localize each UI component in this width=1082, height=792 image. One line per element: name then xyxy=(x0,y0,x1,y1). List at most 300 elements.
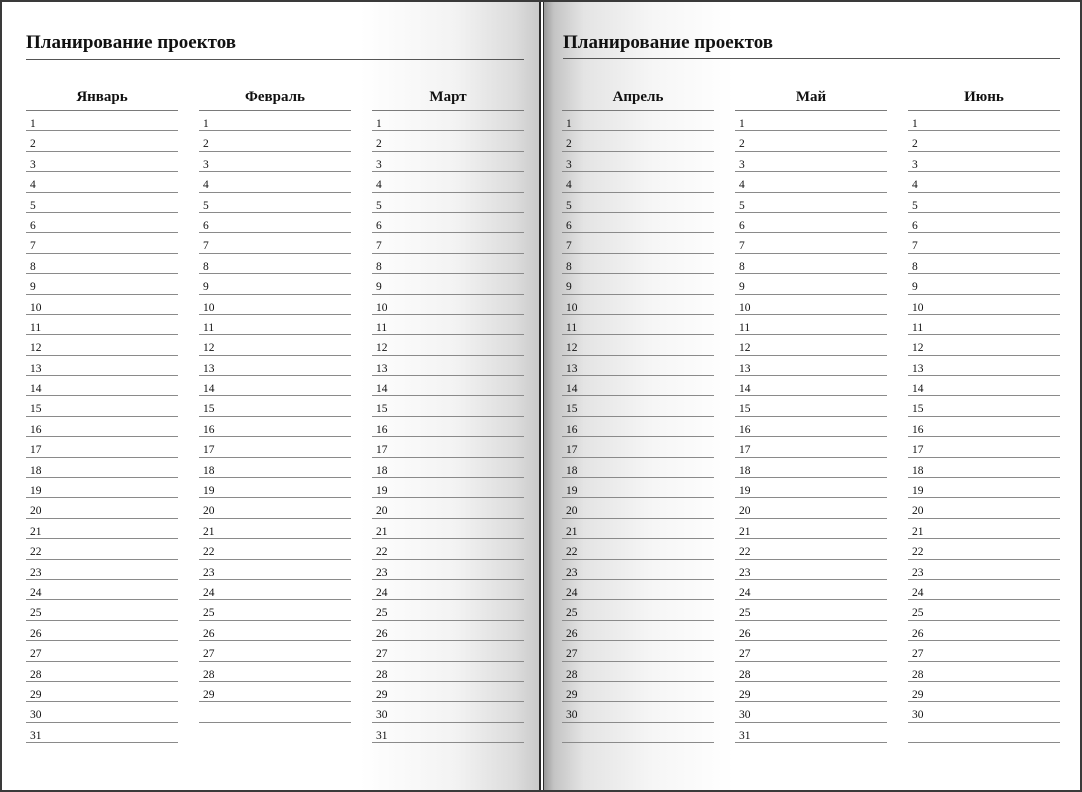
empty-day-row xyxy=(199,702,351,722)
day-row xyxy=(735,131,887,151)
day-number: 26 xyxy=(739,627,751,640)
day-row xyxy=(372,152,524,172)
day-row xyxy=(908,233,1060,253)
day-row xyxy=(562,417,714,437)
day-row xyxy=(908,580,1060,600)
day-row xyxy=(562,539,714,559)
day-row xyxy=(26,172,178,192)
day-number: 25 xyxy=(566,607,578,620)
day-number: 7 xyxy=(566,240,572,253)
day-number: 17 xyxy=(203,444,215,457)
day-number: 4 xyxy=(376,179,382,192)
day-row xyxy=(908,396,1060,416)
day-row xyxy=(26,539,178,559)
day-row xyxy=(199,213,351,233)
day-number: 17 xyxy=(30,444,42,457)
day-number: 21 xyxy=(376,525,388,538)
day-row xyxy=(735,723,887,743)
day-row xyxy=(372,233,524,253)
day-number: 10 xyxy=(203,301,215,314)
day-row xyxy=(199,458,351,478)
month-name: Июнь xyxy=(964,89,1004,105)
day-number: 11 xyxy=(203,321,215,334)
day-row xyxy=(26,396,178,416)
month-column xyxy=(735,84,887,743)
day-number: 30 xyxy=(566,709,578,722)
day-number: 23 xyxy=(376,566,388,579)
day-row xyxy=(735,478,887,498)
day-row xyxy=(372,437,524,457)
day-row xyxy=(735,295,887,315)
day-row xyxy=(562,682,714,702)
day-row xyxy=(199,539,351,559)
day-number: 18 xyxy=(376,464,388,477)
day-row xyxy=(562,662,714,682)
day-number: 7 xyxy=(912,240,918,253)
day-number: 14 xyxy=(376,383,388,396)
day-row xyxy=(372,111,524,131)
day-number: 2 xyxy=(376,138,382,151)
day-number: 4 xyxy=(30,179,36,192)
day-row xyxy=(26,600,178,620)
day-row xyxy=(735,335,887,355)
day-number: 2 xyxy=(30,138,36,151)
day-row xyxy=(26,315,178,335)
day-number: 23 xyxy=(203,566,215,579)
day-row xyxy=(908,111,1060,131)
day-number: 19 xyxy=(376,485,388,498)
empty-day-row xyxy=(562,723,714,743)
day-row xyxy=(199,417,351,437)
day-number: 27 xyxy=(30,648,42,661)
title-rule xyxy=(26,59,524,60)
day-number: 15 xyxy=(203,403,215,416)
day-row xyxy=(26,274,178,294)
day-row xyxy=(735,396,887,416)
day-number: 7 xyxy=(30,240,36,253)
day-number: 24 xyxy=(739,586,751,599)
day-number: 29 xyxy=(203,688,215,701)
day-number: 23 xyxy=(739,566,751,579)
day-row xyxy=(562,315,714,335)
day-number: 6 xyxy=(376,219,382,232)
day-row xyxy=(26,662,178,682)
day-row xyxy=(562,254,714,274)
day-row xyxy=(199,315,351,335)
day-number: 11 xyxy=(912,321,924,334)
day-number: 13 xyxy=(376,362,388,375)
day-row xyxy=(372,621,524,641)
day-number: 25 xyxy=(912,607,924,620)
day-row xyxy=(908,702,1060,722)
month-name: Январь xyxy=(76,89,128,105)
day-number: 5 xyxy=(30,199,36,212)
day-row xyxy=(908,519,1060,539)
day-row xyxy=(26,152,178,172)
day-row xyxy=(26,131,178,151)
day-row xyxy=(26,295,178,315)
day-number: 20 xyxy=(30,505,42,518)
day-number: 1 xyxy=(376,118,382,130)
day-row xyxy=(562,172,714,192)
day-row xyxy=(735,519,887,539)
day-number: 12 xyxy=(203,342,215,355)
day-row xyxy=(26,723,178,743)
day-number: 10 xyxy=(912,301,924,314)
day-number: 5 xyxy=(376,199,382,212)
day-row xyxy=(26,376,178,396)
day-row xyxy=(562,621,714,641)
day-row xyxy=(735,254,887,274)
day-number: 15 xyxy=(912,403,924,416)
day-number: 22 xyxy=(739,546,751,559)
day-row xyxy=(908,682,1060,702)
day-number: 19 xyxy=(30,485,42,498)
day-row xyxy=(562,702,714,722)
day-number: 12 xyxy=(30,342,42,355)
day-row xyxy=(26,682,178,702)
day-number: 17 xyxy=(912,444,924,457)
day-row xyxy=(735,458,887,478)
day-number: 27 xyxy=(203,648,215,661)
day-number: 13 xyxy=(566,362,578,375)
day-number: 30 xyxy=(30,709,42,722)
day-number: 14 xyxy=(203,383,215,396)
day-row xyxy=(199,580,351,600)
day-number: 27 xyxy=(739,648,751,661)
day-row xyxy=(26,580,178,600)
day-row xyxy=(908,641,1060,661)
day-row xyxy=(562,600,714,620)
day-number: 16 xyxy=(566,423,578,436)
day-row xyxy=(562,131,714,151)
day-row xyxy=(562,274,714,294)
day-number: 13 xyxy=(739,362,751,375)
day-row xyxy=(735,498,887,518)
day-number: 8 xyxy=(203,260,209,273)
day-number: 4 xyxy=(912,179,918,192)
day-row xyxy=(372,274,524,294)
day-row xyxy=(199,560,351,580)
day-row xyxy=(562,376,714,396)
day-row xyxy=(26,254,178,274)
day-row xyxy=(372,682,524,702)
day-row xyxy=(372,213,524,233)
day-row xyxy=(372,335,524,355)
day-number: 30 xyxy=(739,709,751,722)
day-row xyxy=(735,417,887,437)
day-number: 29 xyxy=(30,688,42,701)
day-number: 23 xyxy=(566,566,578,579)
day-number: 1 xyxy=(203,118,209,130)
day-row xyxy=(908,356,1060,376)
day-number: 29 xyxy=(912,688,924,701)
spine-edge-left xyxy=(539,0,541,792)
day-number: 11 xyxy=(739,321,751,334)
day-row xyxy=(908,213,1060,233)
day-number: 22 xyxy=(912,546,924,559)
day-row xyxy=(26,213,178,233)
day-number: 11 xyxy=(30,321,42,334)
month-name: Апрель xyxy=(612,89,664,105)
day-row xyxy=(372,560,524,580)
day-number: 19 xyxy=(739,485,751,498)
day-number: 28 xyxy=(376,668,388,681)
day-row xyxy=(26,560,178,580)
month-column xyxy=(562,84,714,743)
day-number: 4 xyxy=(739,179,745,192)
day-number: 14 xyxy=(912,383,924,396)
day-row xyxy=(199,131,351,151)
day-row xyxy=(372,539,524,559)
day-row xyxy=(199,295,351,315)
day-number: 14 xyxy=(739,383,751,396)
day-row xyxy=(26,417,178,437)
day-number: 2 xyxy=(203,138,209,151)
day-number: 5 xyxy=(739,199,745,212)
day-number: 5 xyxy=(566,199,572,212)
day-row xyxy=(199,233,351,253)
day-number: 13 xyxy=(203,362,215,375)
day-row xyxy=(562,152,714,172)
day-row xyxy=(372,172,524,192)
day-row xyxy=(735,437,887,457)
day-row xyxy=(735,580,887,600)
day-number: 30 xyxy=(376,709,388,722)
day-row xyxy=(908,254,1060,274)
day-row xyxy=(735,560,887,580)
day-number: 24 xyxy=(30,586,42,599)
day-row xyxy=(562,437,714,457)
day-number: 18 xyxy=(739,464,751,477)
day-number: 30 xyxy=(912,709,924,722)
day-number: 28 xyxy=(912,668,924,681)
day-row xyxy=(735,274,887,294)
day-row xyxy=(562,295,714,315)
day-row xyxy=(372,641,524,661)
day-number: 14 xyxy=(30,383,42,396)
day-row xyxy=(908,539,1060,559)
day-row xyxy=(735,702,887,722)
day-row xyxy=(735,621,887,641)
day-row xyxy=(562,580,714,600)
day-number: 8 xyxy=(566,260,572,273)
day-row xyxy=(199,519,351,539)
day-number: 17 xyxy=(376,444,388,457)
month-column xyxy=(908,84,1060,743)
day-number: 31 xyxy=(739,729,751,742)
day-row xyxy=(735,539,887,559)
month-column xyxy=(26,84,178,743)
day-row xyxy=(199,662,351,682)
day-number: 29 xyxy=(566,688,578,701)
day-number: 25 xyxy=(203,607,215,620)
day-row xyxy=(735,172,887,192)
day-row xyxy=(372,458,524,478)
day-row xyxy=(562,335,714,355)
day-row xyxy=(562,519,714,539)
day-row xyxy=(26,519,178,539)
day-row xyxy=(562,213,714,233)
day-number: 27 xyxy=(912,648,924,661)
right-page xyxy=(544,0,1082,792)
day-number: 16 xyxy=(30,423,42,436)
day-number: 16 xyxy=(739,423,751,436)
day-number: 22 xyxy=(566,546,578,559)
day-row xyxy=(372,376,524,396)
day-number: 3 xyxy=(376,158,382,171)
day-row xyxy=(26,621,178,641)
day-number: 28 xyxy=(30,668,42,681)
day-number: 25 xyxy=(376,607,388,620)
day-number: 28 xyxy=(739,668,751,681)
day-row xyxy=(562,396,714,416)
day-number: 9 xyxy=(566,281,572,294)
day-row xyxy=(26,641,178,661)
day-number: 14 xyxy=(566,383,578,396)
day-row xyxy=(26,478,178,498)
day-number: 16 xyxy=(376,423,388,436)
day-number: 8 xyxy=(739,260,745,273)
day-row xyxy=(372,519,524,539)
day-number: 6 xyxy=(203,219,209,232)
day-row xyxy=(735,641,887,661)
day-number: 24 xyxy=(376,586,388,599)
day-number: 26 xyxy=(203,627,215,640)
day-row xyxy=(735,682,887,702)
month-column xyxy=(199,84,351,723)
day-row xyxy=(908,478,1060,498)
day-number: 26 xyxy=(376,627,388,640)
day-number: 18 xyxy=(912,464,924,477)
day-number: 1 xyxy=(912,118,918,130)
day-number: 9 xyxy=(30,281,36,294)
day-row xyxy=(26,111,178,131)
day-row xyxy=(199,376,351,396)
day-number: 3 xyxy=(912,158,918,171)
day-number: 2 xyxy=(566,138,572,151)
day-row xyxy=(26,233,178,253)
day-number: 23 xyxy=(30,566,42,579)
day-number: 22 xyxy=(376,546,388,559)
day-row xyxy=(199,274,351,294)
day-number: 4 xyxy=(203,179,209,192)
page-title: Планирование проектов xyxy=(26,32,237,53)
day-number: 15 xyxy=(376,403,388,416)
day-row xyxy=(908,376,1060,396)
day-number: 20 xyxy=(376,505,388,518)
day-number: 28 xyxy=(566,668,578,681)
day-row xyxy=(199,498,351,518)
page-title: Планирование проектов xyxy=(563,32,774,53)
day-number: 29 xyxy=(739,688,751,701)
day-row xyxy=(562,560,714,580)
day-row xyxy=(908,600,1060,620)
day-row xyxy=(908,417,1060,437)
day-number: 24 xyxy=(203,586,215,599)
day-number: 20 xyxy=(739,505,751,518)
day-row xyxy=(908,458,1060,478)
day-row xyxy=(26,498,178,518)
day-row xyxy=(199,193,351,213)
day-number: 1 xyxy=(739,118,745,130)
day-row xyxy=(372,193,524,213)
month-name: Май xyxy=(795,89,827,105)
day-row xyxy=(199,152,351,172)
day-number: 29 xyxy=(376,688,388,701)
day-number: 11 xyxy=(376,321,388,334)
day-row xyxy=(908,662,1060,682)
day-row xyxy=(735,662,887,682)
day-row xyxy=(735,193,887,213)
day-number: 22 xyxy=(30,546,42,559)
day-number: 10 xyxy=(739,301,751,314)
day-number: 10 xyxy=(30,301,42,314)
day-number: 5 xyxy=(203,199,209,212)
day-number: 18 xyxy=(30,464,42,477)
day-number: 26 xyxy=(30,627,42,640)
day-row xyxy=(735,356,887,376)
month-name: Февраль xyxy=(245,89,305,105)
day-row xyxy=(735,376,887,396)
day-number: 3 xyxy=(566,158,572,171)
day-row xyxy=(908,172,1060,192)
day-row xyxy=(908,335,1060,355)
day-row xyxy=(199,641,351,661)
day-row xyxy=(372,356,524,376)
day-row xyxy=(372,478,524,498)
day-number: 21 xyxy=(566,525,578,538)
day-number: 19 xyxy=(566,485,578,498)
day-number: 25 xyxy=(30,607,42,620)
day-row xyxy=(199,172,351,192)
day-number: 6 xyxy=(566,219,572,232)
day-row xyxy=(372,417,524,437)
day-number: 8 xyxy=(30,260,36,273)
day-number: 18 xyxy=(203,464,215,477)
day-row xyxy=(199,600,351,620)
day-number: 20 xyxy=(912,505,924,518)
day-number: 4 xyxy=(566,179,572,192)
day-number: 12 xyxy=(376,342,388,355)
day-number: 19 xyxy=(203,485,215,498)
day-number: 15 xyxy=(30,403,42,416)
day-number: 24 xyxy=(912,586,924,599)
day-number: 13 xyxy=(912,362,924,375)
day-row xyxy=(372,723,524,743)
day-row xyxy=(908,560,1060,580)
day-row xyxy=(26,356,178,376)
day-number: 2 xyxy=(912,138,918,151)
day-number: 18 xyxy=(566,464,578,477)
day-number: 3 xyxy=(203,158,209,171)
day-row xyxy=(26,458,178,478)
day-number: 15 xyxy=(739,403,751,416)
day-row xyxy=(372,131,524,151)
day-row xyxy=(735,315,887,335)
day-number: 9 xyxy=(376,281,382,294)
day-row xyxy=(372,254,524,274)
day-number: 28 xyxy=(203,668,215,681)
day-number: 7 xyxy=(376,240,382,253)
day-number: 6 xyxy=(739,219,745,232)
day-row xyxy=(199,111,351,131)
day-row xyxy=(26,335,178,355)
day-row xyxy=(372,702,524,722)
month-column xyxy=(372,84,524,743)
day-number: 21 xyxy=(739,525,751,538)
day-row xyxy=(735,600,887,620)
